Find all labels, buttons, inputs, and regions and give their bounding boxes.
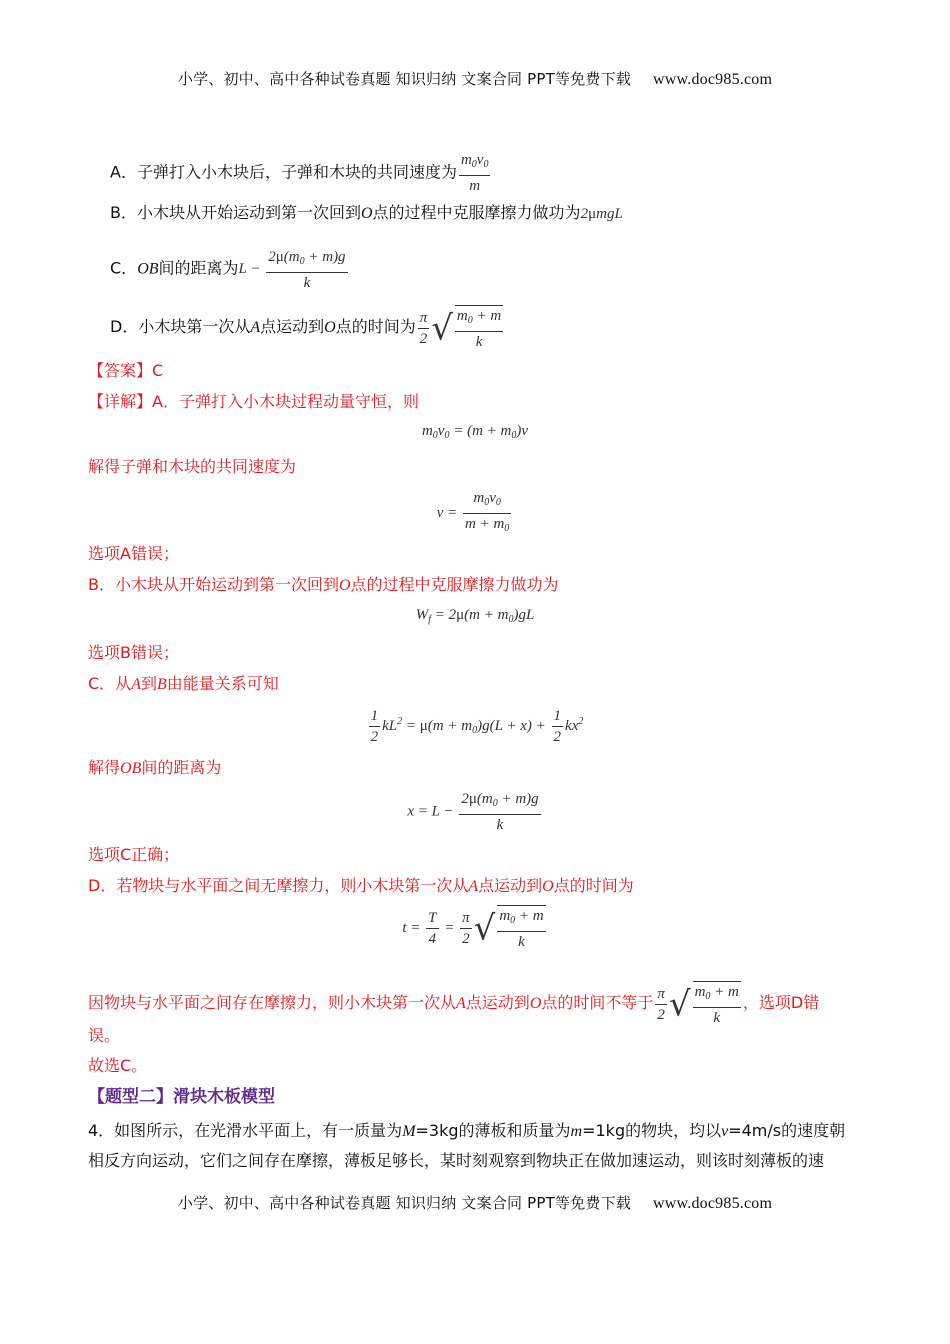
q4-var-v: v <box>721 1123 729 1140</box>
option-c-text: C． <box>110 258 138 278</box>
detail-d-intro <box>88 875 634 898</box>
option-d-formula: $\frac{\pi}{2}$ √ $\frac{m_0 + m}{k}$ <box>416 320 506 336</box>
detail-c-solve-text2: 间的距离为 <box>141 758 222 777</box>
detail-d-cont2 <box>88 1025 120 1047</box>
var-a: A <box>456 994 466 1012</box>
var-b: B <box>156 676 167 693</box>
detail-d-cont-text2: 点运动到 <box>465 992 530 1012</box>
detail-a-solve <box>88 456 296 478</box>
answer-line <box>88 360 163 382</box>
option-d-text: D．小木块第一次从 <box>110 316 251 336</box>
var-o: O <box>324 318 336 336</box>
var-a: A <box>468 878 479 895</box>
detail-b-result <box>88 642 179 664</box>
detail-a-result <box>88 543 179 565</box>
var-a: A <box>131 676 141 693</box>
q4-text-b: =3kg的薄板和质量为 <box>415 1121 571 1140</box>
question4-line2 <box>88 1150 824 1172</box>
detail-d-cont <box>88 981 819 1028</box>
var-o: O <box>542 878 554 895</box>
equation-momentum: $m_0v_0 = (m + m_0)v$ <box>421 423 529 441</box>
final-answer-text: 故选C。 <box>88 1056 148 1075</box>
q4-text-line2: 相反方向运动，它们之间存在摩擦，薄板足够长，某时刻观察到物块正在做加速运动，则该时刻薄板的速 <box>88 1151 825 1170</box>
page-footer <box>0 1192 950 1213</box>
option-d-text3: 点的时间为 <box>335 316 416 336</box>
q4-var-m: m <box>570 1123 583 1140</box>
header-site-link[interactable]: www.doc985.com <box>653 71 773 88</box>
detail-a-text: A．子弹打入小木块过程动量守恒，则 <box>152 392 419 411</box>
option-a-formula: $\frac{m_0v_0}{m}$ <box>460 152 489 194</box>
detail-d-cont-text4: ，选项D错 <box>742 992 820 1012</box>
q4-var-m-cap: M <box>402 1123 416 1140</box>
detail-c-solve <box>88 757 221 780</box>
detail-d-cont-text1: 因物块与水平面之间存在摩擦力，则小木块第一次从 <box>88 992 457 1012</box>
equation-distance: x = L − $\frac{2\mu(m_0 + m)g}{k}$ <box>407 791 539 833</box>
var-ob: OB <box>137 260 159 278</box>
detail-d-cont-text3: 点的时间不等于 <box>541 992 654 1012</box>
detail-c-text1: C．从 <box>88 674 132 693</box>
equation-friction-work: $W_f = 2\mu(m + m_0)gL$ <box>415 607 535 625</box>
detail-b-intro <box>88 574 559 597</box>
section-title <box>88 1086 275 1108</box>
var-o: O <box>338 577 351 594</box>
detail-d-text1: D．若物块与水平面之间无摩擦力，则小木块第一次从 <box>88 876 469 895</box>
detail-b-text2: 点的过程中克服摩擦力做功为 <box>350 575 559 594</box>
q4-text-a: 4．如图所示，在光滑水平面上，有一质量为 <box>88 1121 403 1140</box>
option-a-text: A．子弹打入小木块后，子弹和木块的共同速度为 <box>110 162 457 182</box>
detail-c-intro <box>88 673 279 696</box>
detail-b-result-text: 选项B错误； <box>88 643 179 662</box>
header-text: 小学、初中、高中各种试卷真题 知识归纳 文案合同 PPT等免费下载 <box>177 70 632 88</box>
detail-d-cont-text5: 误。 <box>88 1026 121 1045</box>
option-b-text2: 点的过程中克服摩擦力做功为 <box>372 203 581 222</box>
page-header <box>0 68 950 89</box>
var-a: A <box>250 318 261 336</box>
option-d-text2: 点运动到 <box>260 316 325 336</box>
detail-d-text3: 点的时间为 <box>553 876 634 895</box>
option-b-text: B．小木块从开始运动到第一次回到 <box>110 203 361 222</box>
detail-d-text2: 点运动到 <box>478 876 543 895</box>
detail-c-text3: 由能量关系可知 <box>166 674 279 693</box>
detail-label: 【详解】 <box>88 392 153 411</box>
detail-b-text1: B．小木块从开始运动到第一次回到 <box>88 575 339 594</box>
detail-a-solve-text: 解得子弹和木块的共同速度为 <box>88 457 297 476</box>
answer-label: 【答案】C <box>88 361 164 380</box>
detail-c-text2: 到 <box>140 674 157 693</box>
option-d <box>110 305 505 352</box>
q4-text-c: =1kg的物块，均以 <box>582 1121 722 1140</box>
detail-a-intro <box>88 391 419 413</box>
option-c-formula: L − $\frac{2\mu(m_0 + m)g}{k}$ <box>238 249 346 291</box>
var-ob: OB <box>120 760 142 777</box>
detail-c-result <box>88 844 179 866</box>
var-o: O <box>360 205 373 222</box>
final-answer <box>88 1055 147 1077</box>
equation-energy: $\frac{1}{2}$ $kL^2 = \mu(m + m_0)g(L + x)$ + $\frac{1}{2}$ $kx^2$ <box>370 708 584 745</box>
equation-velocity: v = $\frac{m_0v_0}{m + m_0}$ <box>436 490 510 534</box>
detail-c-solve-text1: 解得 <box>88 758 121 777</box>
question4-line1 <box>88 1120 845 1143</box>
option-b-formula: 2μmgL <box>580 206 623 222</box>
section-title-text: 【题型二】滑块木板模型 <box>88 1087 275 1107</box>
detail-c-result-text: 选项C正确； <box>88 845 180 864</box>
detail-d-inline-formula: $\frac{\pi}{2}$ √ $\frac{m_0 + m}{k}$ <box>653 996 743 1012</box>
footer-text: 小学、初中、高中各种试卷真题 知识归纳 文案合同 PPT等免费下载 <box>177 1194 632 1212</box>
q4-text-d: =4m/s的速度朝 <box>728 1121 846 1140</box>
detail-a-result-text: 选项A错误； <box>88 544 179 563</box>
var-o: O <box>529 994 542 1012</box>
option-c-text2: 间的距离为 <box>158 258 239 278</box>
equation-time: t = $\frac{T}{4}$ = $\frac{\pi}{2}$ √ $\frac{m_0 + m}{k}$ <box>0 905 950 952</box>
footer-site-link[interactable]: www.doc985.com <box>653 1195 773 1212</box>
option-b <box>110 202 623 225</box>
option-c <box>110 247 350 293</box>
option-a <box>110 150 492 196</box>
